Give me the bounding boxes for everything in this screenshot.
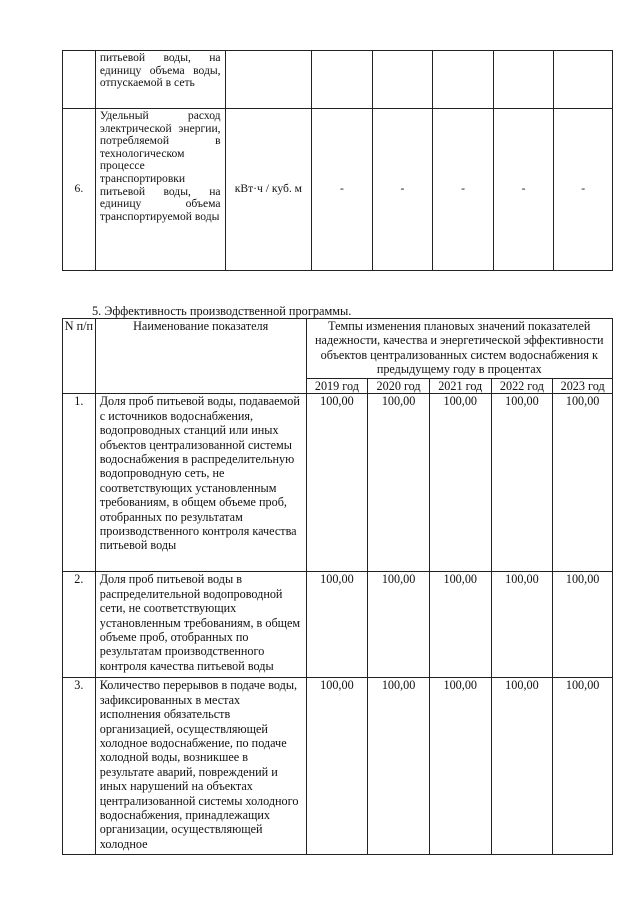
value-cell: 100,00 [491, 572, 553, 678]
row-num-cell [63, 51, 96, 109]
indicators-table-continued [62, 50, 613, 271]
value-cell: 100,00 [429, 678, 491, 855]
value-cell [493, 51, 554, 109]
value-cell: 100,00 [553, 394, 613, 572]
table-row [63, 51, 613, 109]
indicator-name: Доля проб питьевой воды, подаваемой с источников водоснабжения, водопроводных станций или иных объектов централизованной системы водоснабжения в распределительную водопроводную сеть, не соответствующих установленным требованиям, в общем объеме проб, отобранных по результатам производственного контроля качества питьевой воды [95, 394, 306, 572]
value-cell: 100,00 [306, 394, 368, 572]
efficiency-table [62, 318, 613, 855]
year-header: 2021 год [429, 379, 491, 394]
row-num: 2. [63, 572, 96, 678]
value-cell: - [372, 109, 433, 271]
value-cell: 100,00 [368, 572, 430, 678]
header-name: Наименование показателя [95, 319, 306, 394]
header-group: Темпы изменения плановых значений показателей надежности, качества и энергетической эффективности объектов централизованных систем водоснабжения к предыдущему году в процентах [306, 319, 612, 379]
year-header: 2022 год [491, 379, 553, 394]
value-cell: 100,00 [429, 572, 491, 678]
value-cell: 100,00 [368, 678, 430, 855]
table-row [63, 394, 613, 572]
row-num: 1. [63, 394, 96, 572]
value-cell: - [493, 109, 554, 271]
table-row [63, 678, 613, 855]
value-cell [312, 51, 373, 109]
value-cell: - [312, 109, 373, 271]
year-header: 2023 год [553, 379, 613, 394]
value-cell: 100,00 [306, 678, 368, 855]
header-row [63, 319, 613, 379]
indicator-name: Количество перерывов в подаче воды, зафиксированных в местах исполнения обязательств организацией, осуществляющей холодное водоснабжение, по подаче холодной воды, возникшее в результате аварий, повреждений и иных нарушений на объектах централизованной системы холодного водоснабжения, принадлежащих организации, осуществляющей холодное [95, 678, 306, 855]
table-row [63, 572, 613, 678]
value-cell: 100,00 [553, 678, 613, 855]
value-cell: 100,00 [553, 572, 613, 678]
value-cell [372, 51, 433, 109]
value-cell: 100,00 [368, 394, 430, 572]
row-num: 6. [63, 109, 96, 271]
year-header: 2020 год [368, 379, 430, 394]
value-cell [554, 51, 613, 109]
row-num: 3. [63, 678, 96, 855]
year-header: 2019 год [306, 379, 368, 394]
unit-cell [225, 51, 312, 109]
section-title: 5. Эффективность производственной программы. [92, 304, 352, 318]
indicator-name: питьевой воды, на единицу объема воды, отпускаемой в сеть [95, 51, 225, 109]
value-cell: 100,00 [429, 394, 491, 572]
value-cell: - [433, 109, 494, 271]
value-cell: 100,00 [491, 678, 553, 855]
value-cell: 100,00 [491, 394, 553, 572]
header-num: N п/п [63, 319, 96, 394]
indicator-name: Доля проб питьевой воды в распределительной водопроводной сети, не соответствующих установленным требованиям, в общем объеме проб, отобранных по результатам производственного контроля качества питьевой воды [95, 572, 306, 678]
unit-label: кВт·ч / куб. м [225, 109, 312, 271]
value-cell: - [554, 109, 613, 271]
value-cell [433, 51, 494, 109]
indicator-name: Удельный расход электрической энергии, потребляемой в технологическом процессе транспортировки питьевой воды, на единицу объема транспортируемой воды [95, 109, 225, 271]
value-cell: 100,00 [306, 572, 368, 678]
table-row [63, 109, 613, 271]
